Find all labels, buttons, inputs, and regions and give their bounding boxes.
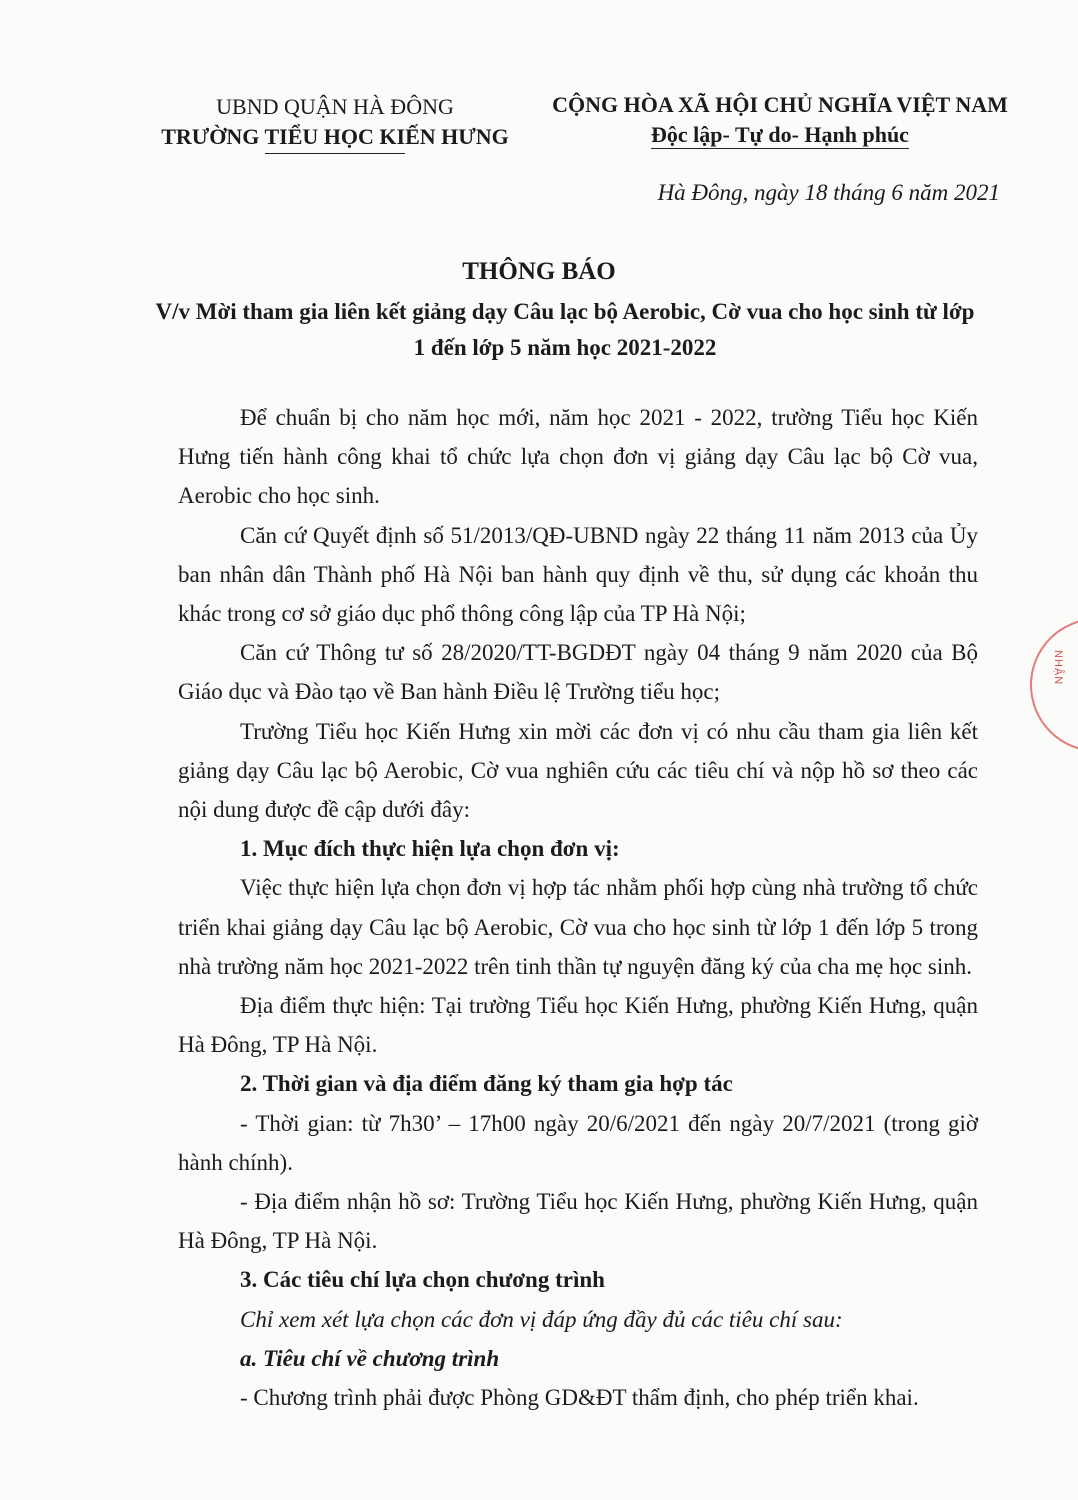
section-heading-3: 3. Các tiêu chí lựa chọn chương trình — [240, 1267, 605, 1293]
section-heading-1: 1. Mục đích thực hiện lựa chọn đơn vị: — [240, 836, 620, 862]
issuer-underline — [265, 153, 405, 154]
section-heading-2: 2. Thời gian và địa điểm đăng ký tham gia hợp tác — [240, 1071, 733, 1097]
paragraph-purpose: Việc thực hiện lựa chọn đơn vị hợp tác nhằm phối hợp cùng nhà trường tổ chức triển khai giảng dạy Câu lạc bộ Aerobic, Cờ vua cho học sinh từ lớp 1 đến lớp 5 trong nhà trường năm học 2021-2022 trên tinh thần tự nguyện đăng ký của cha mẹ học sinh. — [178, 875, 978, 979]
paragraph-intro: Để chuẩn bị cho năm học mới, năm học 2021 - 2022, trường Tiểu học Kiến Hưng tiến hành công khai tổ chức lựa chọn đơn vị giảng dạy Câu lạc bộ Cờ vua, Aerobic cho học sinh. — [178, 405, 978, 509]
document-title: THÔNG BÁO — [462, 258, 616, 285]
subsection-heading-a: a. Tiêu chí về chương trình — [240, 1345, 500, 1371]
document-body — [178, 398, 978, 1417]
document-date: Hà Đông, ngày 18 tháng 6 năm 2021 — [657, 180, 1000, 205]
paragraph-location: Địa điểm thực hiện: Tại trường Tiểu học Kiến Hưng, phường Kiến Hưng, quận Hà Đông, TP Hà Nội. — [178, 993, 978, 1058]
paragraph-invitation: Trường Tiểu học Kiến Hưng xin mời các đơn vị có nhu cầu tham gia liên kết giảng dạy Câu lạc bộ Aerobic, Cờ vua nghiên cứu các tiêu chí và nộp hồ sơ theo các nội dung được đề cập dưới đây: — [178, 718, 978, 823]
issuer-school: TRƯỜNG TIỂU HỌC KIẾN HƯNG — [161, 124, 509, 149]
paragraph-time: - Thời gian: từ 7h30’ – 17h00 ngày 20/6/2021 đến ngày 20/7/2021 (trong giờ hành chính). — [178, 1110, 978, 1175]
issuer-authority: UBND QUẬN HÀ ĐÔNG — [216, 94, 454, 119]
paragraph-legal-basis-1: Căn cứ Quyết định số 51/2013/QĐ-UBND ngày 22 tháng 11 năm 2013 của Ủy ban nhân dân Thành phố Hà Nội ban hành quy định về thu, sử dụng các khoản thu khác trong cơ sở giáo dục phổ thông công lập của TP Hà Nội; — [178, 522, 978, 627]
red-seal-text: NHẬN — [1052, 650, 1064, 686]
paragraph-legal-basis-2: Căn cứ Thông tư số 28/2020/TT-BGDĐT ngày 04 tháng 9 năm 2020 của Bộ Giáo dục và Đào tạo về Ban hành Điều lệ Trường tiểu học; — [178, 640, 978, 705]
national-motto: Độc lập- Tự do- Hạnh phúc — [651, 122, 909, 147]
issuer-block — [150, 92, 520, 154]
national-title: CỘNG HÒA XÃ HỘI CHỦ NGHĨA VIỆT NAM — [552, 92, 1008, 117]
paragraph-criteria-program: - Chương trình phải được Phòng GD&ĐT thẩm định, cho phép triển khai. — [240, 1385, 919, 1411]
paragraph-criteria-note: Chỉ xem xét lựa chọn các đơn vị đáp ứng đầy đủ các tiêu chí sau: — [240, 1306, 843, 1332]
document-subject: V/v Mời tham gia liên kết giảng dạy Câu lạc bộ Aerobic, Cờ vua cho học sinh từ lớp 1 đến lớp 5 năm học 2021-2022 — [155, 299, 975, 360]
national-motto-block — [535, 90, 1025, 150]
paragraph-submission-place: - Địa điểm nhận hồ sơ: Trường Tiểu học Kiến Hưng, phường Kiến Hưng, quận Hà Đông, TP Hà Nội. — [178, 1189, 978, 1254]
